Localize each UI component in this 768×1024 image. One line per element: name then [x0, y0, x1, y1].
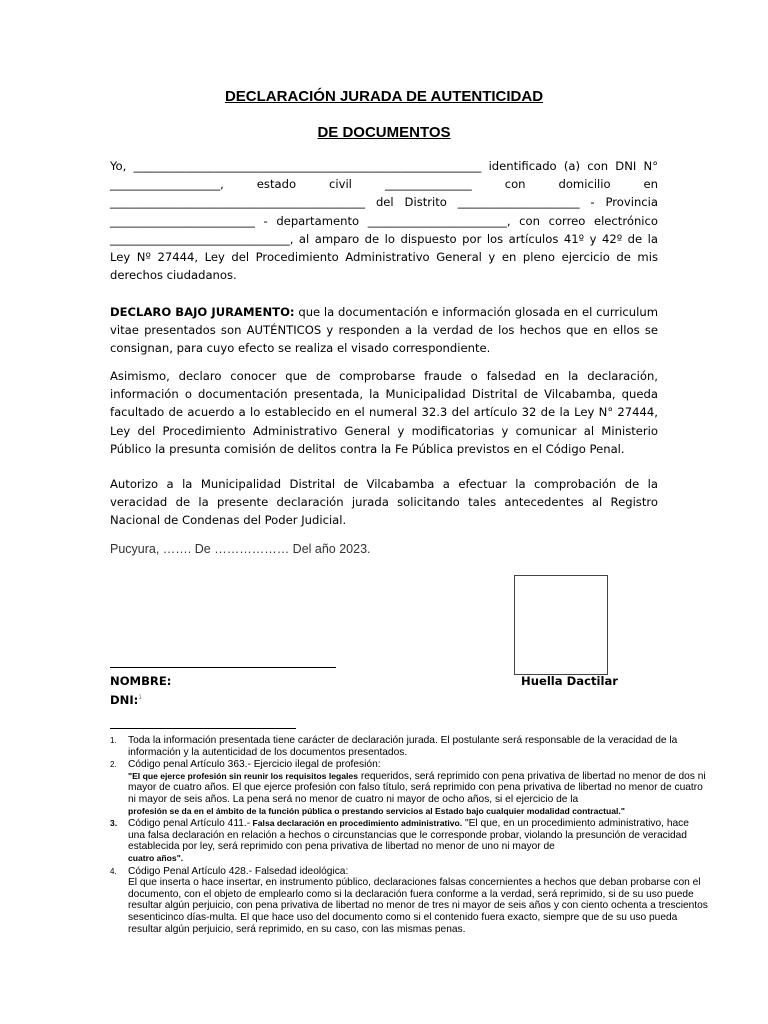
footnote-text [128, 818, 708, 853]
document-title-line1: DECLARACIÓN JURADA DE AUTENTICIDAD [224, 88, 544, 105]
dni-footnote-ref: 1 [138, 694, 143, 702]
footnote-text [128, 771, 708, 806]
footnote-2 [110, 759, 708, 817]
footnote-tail: cuatro años". [128, 852, 184, 863]
fingerprint-label: Huella Dactilar [521, 674, 618, 688]
declaro-text: que la documentación e información glosada en el curriculum vitae presentados son AUTÉNTICOS y responden a la verdad de los hechos que en ellos se consignan, para cuyo efecto se realiza el visado correspondiente. [110, 305, 658, 356]
footnote-4 [110, 866, 708, 936]
footnote-number: 3. [110, 818, 118, 829]
footnotes [110, 735, 708, 936]
footnote-1 [110, 735, 708, 758]
document-title-line2: DE DOCUMENTOS [317, 124, 451, 141]
footnote-quote-lead: "El que ejerce profesión sin reunir los requisitos legales [128, 770, 358, 781]
footnote-3 [110, 818, 708, 864]
intro-paragraph: Yo, ____________________________________________________________ identificado (a) con DNI N° ___________________, estado civil _______________ con domicilio en ____________________________________________ del Distrito _____________________ - Provincia _________________________ - departamento ________________________, con correo electrónico _______________________________, al amparo de lo dispuesto por los artículos 41º y 42º de la Ley Nº 27444, Ley del Procedimiento Administrativo General y en pleno ejercicio de mis derechos ciudadanos. [110, 159, 658, 283]
footnote-number: 1. [110, 736, 117, 745]
footnote-lead: Código penal Artículo 411.- [128, 818, 251, 830]
dni-label-text: DNI: [110, 693, 139, 707]
place-date-line: Pucyura, ……. De ……………… Del año 2023. [110, 542, 371, 556]
footnote-heading: Código penal Artículo 363.- Ejercicio ilegal de profesión: [128, 759, 381, 771]
footnote-separator [110, 728, 296, 729]
footnote-body: "El que, en un procedimiento administrativo, hace una falsa declaración en relación a hechos o circunstancias que le corresponde probar, violando la presunción de veracidad establecida por ley, será reprimido con pena privativa de libertad no menor de uno ni mayor de [128, 818, 689, 853]
footnote-text: El que inserta o hace insertar, en instrumento público, declaraciones falsas concernientes a hechos que deban probarse con el documento, con el objeto de emplearlo como si la declaración fuera conforme a la verdad, será reprimido, si de su uso puede resultar algún perjuicio, con pena privativa de libertad no menor de tres ni mayor de seis años y con ciento ochenta a trescientos sesenticinco días-multa. El que hace uso del documento como si el contenido fuera exacto, siempre que de su uso pueda resultar algún perjuicio, será reprimido, en su caso, con las mismas penas. [128, 877, 708, 935]
footnote-number: 2. [110, 760, 117, 770]
footnote-tail: profesión se da en el ámbito de la función pública o prestando servicios al Estado bajo cualquier modalidad contractual." [128, 805, 625, 816]
dni-label [110, 693, 142, 707]
declaro-lead: DECLARO BAJO JURAMENTO: [110, 305, 295, 319]
declaro-paragraph [110, 303, 658, 358]
footnote-lead-bold: Falsa declaración en procedimiento administrativo. [250, 818, 463, 829]
footnote-heading: Código Penal Artículo 428.- Falsedad ideológica: [128, 865, 349, 877]
nombre-label: NOMBRE: [110, 674, 172, 688]
footnote-text: Toda la información presentada tiene carácter de declaración jurada. El postulante será responsable de la veracidad de la información y la autenticidad de los documentos presentados. [128, 735, 678, 758]
footnote-number: 4. [110, 866, 117, 876]
footnote-body: requeridos, será reprimido con pena privativa de libertad no menor de dos ni mayor de cuatro años. El que ejerce profesión con falso título, será reprimido con pena privativa de libertad no menor de cuatro ni mayor de seis años. La pena será no menor de cuatro ni mayor de ocho años, si el ejercicio de la [128, 770, 706, 805]
autorizo-paragraph: Autorizo a la Municipalidad Distrital de Vilcabamba a efectuar la comprobación de la veracidad de la presente declaración jurada solicitando tales antecedentes al Registro Nacional de Condenas del Poder Judicial. [110, 477, 658, 528]
signature-line [110, 667, 336, 668]
fingerprint-box [514, 575, 608, 675]
asimismo-paragraph: Asimismo, declaro conocer que de comprobarse fraude o falsedad en la declaración, información o documentación presentada, la Municipalidad Distrital de Vilcabamba, queda facultado de acuerdo a lo establecido en el numeral 32.3 del artículo 32 de la Ley N° 27444, Ley del Procedimiento Administrativo General y modificatorias y comunicar al Ministerio Público la presunta comisión de delitos contra la Fe Pública previstos en el Código Penal. [110, 369, 658, 456]
